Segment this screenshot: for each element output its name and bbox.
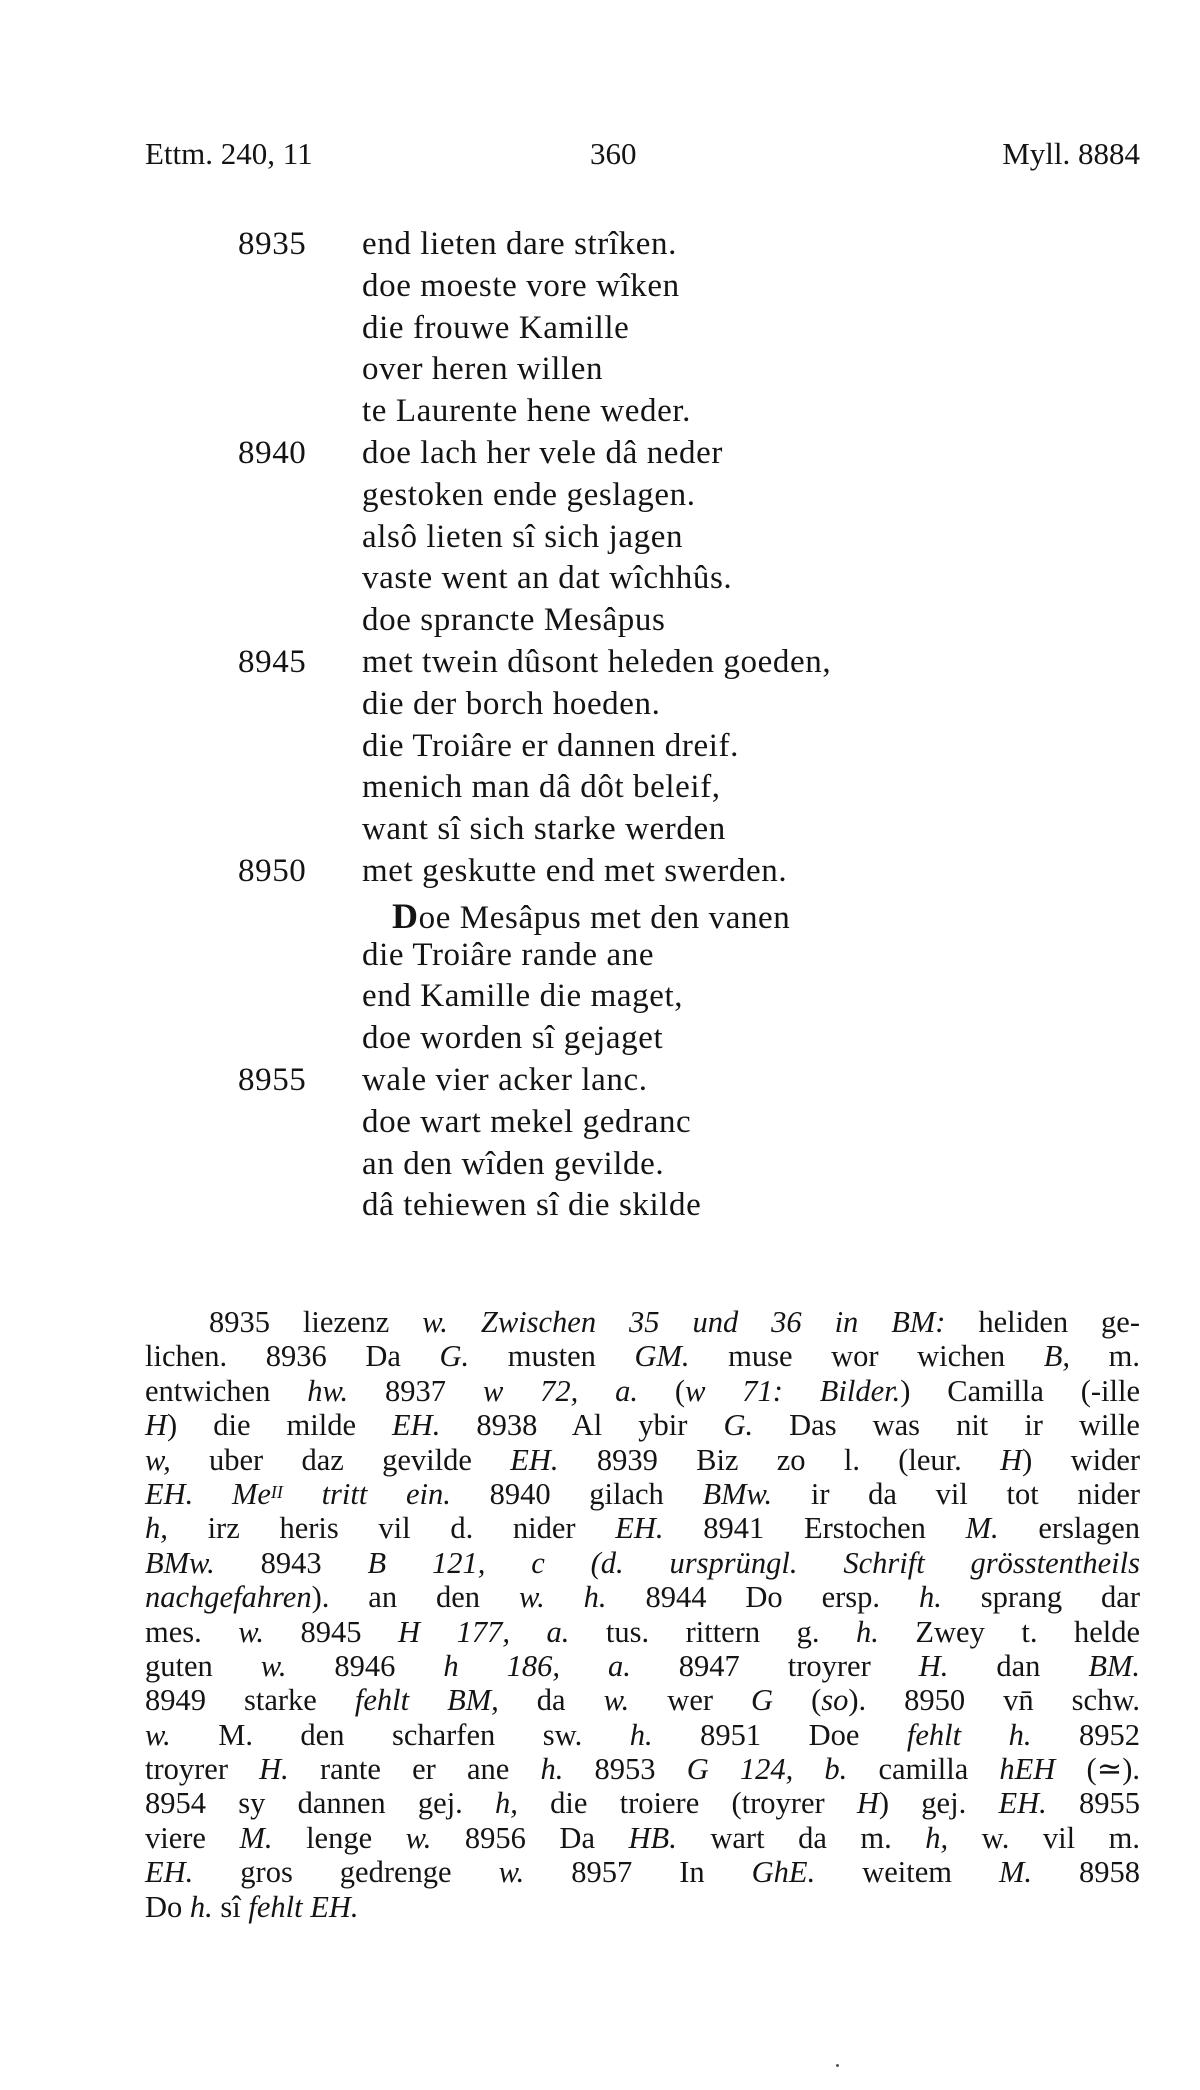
apparatus-siglum: fehlt BM, — [354, 1683, 499, 1718]
apparatus-text: ir da vil tot nider — [772, 1476, 1141, 1511]
verse-line-text: gestoken ende geslagen. — [362, 476, 696, 513]
verse-line — [0, 1187, 1200, 1229]
apparatus-text — [448, 1305, 481, 1339]
apparatus-text: ( — [638, 1373, 686, 1408]
verse-line-text: doe sprancte Mesâpus — [362, 602, 666, 639]
apparatus-siglum: GM. — [634, 1339, 690, 1374]
apparatus-text: gros gedrenge — [193, 1855, 499, 1890]
apparatus-text: 8944 Do ersp. — [606, 1580, 919, 1615]
apparatus-siglum: M. — [239, 1820, 273, 1855]
apparatus-text: 8940 gilach — [450, 1476, 703, 1511]
apparatus-text: weitem — [815, 1855, 999, 1890]
apparatus-text: mes. — [145, 1614, 239, 1649]
apparatus-text: guten — [145, 1648, 261, 1683]
apparatus-text: 8946 — [286, 1648, 444, 1683]
verse-line-text: doe wart mekel gedranc — [362, 1103, 692, 1140]
apparatus-line — [145, 1683, 1140, 1717]
apparatus-text: Das was nit ir wille — [753, 1408, 1140, 1443]
apparatus-siglum: H — [1000, 1442, 1023, 1477]
apparatus-text: 8945 — [264, 1614, 399, 1649]
apparatus-text: ( — [773, 1683, 822, 1718]
apparatus-text: (≃). — [1055, 1752, 1141, 1787]
apparatus-siglum: h, — [495, 1786, 518, 1821]
apparatus-line — [145, 1305, 1140, 1339]
apparatus-text: tus. rittern g. — [569, 1614, 857, 1649]
apparatus-text: Zwey t. helde — [878, 1614, 1141, 1649]
apparatus-text: m. — [1070, 1339, 1140, 1374]
running-header — [145, 136, 1140, 186]
apparatus-text: lichen. 8936 Da — [145, 1339, 440, 1374]
apparatus-siglum: H. — [918, 1648, 949, 1683]
apparatus-siglum: H. — [259, 1752, 289, 1787]
apparatus-siglum: H — [856, 1786, 879, 1821]
apparatus-siglum: EH. — [998, 1786, 1047, 1821]
apparatus-line — [145, 1408, 1140, 1442]
apparatus-line — [145, 1615, 1140, 1649]
apparatus-siglum: BMw. — [145, 1545, 215, 1580]
verse-line — [0, 519, 1200, 561]
apparatus-text: 8938 Al ybir — [440, 1408, 724, 1443]
print-mark — [836, 2064, 839, 2067]
apparatus-siglum: w. — [405, 1820, 432, 1855]
apparatus-siglum: G. — [723, 1408, 754, 1443]
apparatus-siglum: w, — [145, 1442, 171, 1477]
apparatus-siglum: G — [751, 1683, 774, 1718]
verse-line-text: te Laurente hene weder. — [362, 393, 691, 430]
apparatus-text: ). 8950 vn̄ schw. — [848, 1683, 1140, 1718]
verse-line-text: want sî sich starke werden — [362, 811, 726, 848]
apparatus-text: ) die milde — [167, 1408, 393, 1443]
apparatus-siglum: h. — [918, 1580, 942, 1615]
apparatus-text: sî — [212, 1889, 249, 1924]
apparatus-text: da — [498, 1683, 604, 1718]
apparatus-line — [145, 1890, 1140, 1924]
verse-line — [0, 310, 1200, 352]
apparatus-text: 8955 — [1046, 1786, 1140, 1821]
apparatus-text: uber daz gevilde — [170, 1442, 511, 1477]
apparatus-text: viere — [145, 1820, 240, 1855]
apparatus-siglum: BMw. — [702, 1476, 773, 1511]
apparatus-line — [145, 1821, 1140, 1855]
verse-line-text: an den wîden gevilde. — [362, 1145, 665, 1182]
apparatus-siglum: BM. — [1088, 1648, 1141, 1683]
apparatus-siglum: w. — [603, 1683, 630, 1718]
verse-line — [0, 477, 1200, 519]
apparatus-text: entwichen — [145, 1373, 308, 1408]
verse-line-text: menich man dâ dôt beleif, — [362, 769, 721, 806]
apparatus-text: 8956 Da — [431, 1820, 629, 1855]
apparatus-text: 8954 sy dannen gej. — [145, 1786, 496, 1821]
apparatus-siglum: h 186, a. — [443, 1648, 631, 1683]
verse-line-text: met geskutte end met swerden. — [362, 852, 788, 889]
verse-line — [0, 268, 1200, 310]
apparatus-text: sprang dar — [941, 1580, 1140, 1615]
apparatus-text: ). an den — [311, 1580, 519, 1615]
apparatus-text: Do — [145, 1889, 190, 1924]
apparatus-text: 8951 Doe — [652, 1717, 907, 1752]
apparatus-siglum: G 124, b. — [686, 1752, 848, 1787]
apparatus-siglum: H 177, a. — [398, 1614, 570, 1649]
apparatus-siglum: nachgefahren — [145, 1580, 312, 1615]
apparatus-text: irz heris vil d. nider — [167, 1511, 616, 1546]
apparatus-text: ) wider — [1022, 1442, 1141, 1477]
verse-line — [0, 226, 1200, 268]
line-number: 8940 — [238, 434, 307, 471]
apparatus-line — [145, 1339, 1140, 1373]
apparatus-siglum: EH. Me — [145, 1476, 271, 1511]
verse-line-text — [392, 895, 790, 937]
apparatus-siglum: GhE. — [751, 1855, 816, 1890]
apparatus-siglum: w. — [498, 1855, 525, 1890]
apparatus-siglum: HB. — [628, 1820, 677, 1855]
verse-line — [0, 1062, 1200, 1104]
apparatus-siglum: EH. — [392, 1408, 441, 1443]
apparatus-text: die troiere (troyrer — [517, 1786, 857, 1821]
apparatus-line — [145, 1477, 1140, 1511]
apparatus-text: troyrer — [145, 1752, 260, 1787]
verse-line — [0, 853, 1200, 895]
apparatus-line — [145, 1649, 1140, 1683]
apparatus-siglum: hEH — [999, 1752, 1056, 1787]
apparatus-text: wer — [629, 1683, 752, 1718]
apparatus-text: 8953 — [563, 1752, 687, 1787]
apparatus-siglum: w 71: Bilder. — [685, 1373, 901, 1408]
verse-line-text: doe worden sî gejaget — [362, 1020, 664, 1057]
apparatus-text: lenge — [272, 1820, 406, 1855]
apparatus-siglum: EH. — [510, 1442, 559, 1477]
apparatus-text: dan — [948, 1648, 1089, 1683]
verse-line-text: doe moeste vore wîken — [362, 267, 680, 304]
verse-line — [0, 1020, 1200, 1062]
apparatus-siglum: EH. — [615, 1511, 664, 1546]
apparatus-siglum: h. — [189, 1889, 213, 1924]
apparatus-siglum: B 121, c (d. ursprüngl. Schrift grösstentheils — [367, 1545, 1140, 1580]
verse-line-text: doe lach her vele dâ neder — [362, 434, 723, 471]
apparatus-text: 8958 — [1032, 1855, 1140, 1890]
line-number: 8945 — [238, 643, 307, 680]
apparatus-text: 8957 In — [524, 1855, 752, 1890]
apparatus-line — [145, 1718, 1140, 1752]
apparatus-siglum: B, — [1043, 1339, 1071, 1374]
apparatus-text: muse wor wichen — [689, 1339, 1044, 1374]
line-number: 8935 — [238, 226, 307, 262]
apparatus-text: 8949 starke — [145, 1683, 355, 1718]
apparatus-siglum: fehlt h. — [906, 1717, 1032, 1752]
apparatus-text: M. den scharfen sw. — [170, 1717, 630, 1752]
verse-line-text: dâ tehiewen sî die skilde — [362, 1187, 702, 1224]
apparatus-text: 8952 — [1031, 1717, 1140, 1752]
verse-line — [0, 769, 1200, 811]
apparatus-line — [145, 1855, 1140, 1889]
header-right-reference: Myll. 8884 — [1002, 136, 1140, 171]
apparatus-text: erslagen — [998, 1511, 1140, 1546]
verse-line-text: alsô lieten sî sich jagen — [362, 518, 684, 555]
apparatus-line — [145, 1443, 1140, 1477]
verse-line — [0, 811, 1200, 853]
apparatus-text: heliden ge- — [945, 1305, 1140, 1339]
apparatus-text: wart da m. — [676, 1820, 926, 1855]
verse-line — [0, 644, 1200, 686]
apparatus-siglum: EH. — [145, 1855, 194, 1890]
verse-line-text: end lieten dare strîken. — [362, 226, 677, 262]
verse-line-text: die der borch hoeden. — [362, 685, 661, 722]
line-number: 8955 — [238, 1061, 307, 1098]
apparatus-siglum: h. — [629, 1717, 653, 1752]
verse-line — [0, 435, 1200, 477]
apparatus-text: 8937 — [348, 1373, 483, 1408]
apparatus-siglum: w. — [145, 1717, 171, 1752]
apparatus-siglum: w. — [238, 1614, 264, 1649]
verse-line — [0, 937, 1200, 979]
verse-line-text: die Troiâre rande ane — [362, 936, 655, 973]
apparatus-text: ) gej. — [878, 1786, 999, 1821]
apparatus-text: musten — [469, 1339, 635, 1374]
apparatus-line — [145, 1511, 1140, 1545]
apparatus-siglum: h. — [540, 1752, 564, 1787]
critical-apparatus — [145, 1305, 1140, 1924]
apparatus-siglum: w 72, a. — [482, 1373, 639, 1408]
apparatus-line — [145, 1580, 1140, 1614]
apparatus-text: rante er ane — [288, 1752, 541, 1787]
verse-line-text: vaste went an dat wîchhûs. — [362, 560, 733, 597]
apparatus-siglum: G. — [439, 1339, 470, 1374]
page-number: 360 — [590, 136, 637, 171]
apparatus-siglum: h. — [856, 1614, 879, 1649]
verse-line — [0, 393, 1200, 435]
verse-line-text: die frouwe Kamille — [362, 309, 630, 346]
verse-line — [0, 686, 1200, 728]
apparatus-siglum: M. — [965, 1511, 999, 1546]
apparatus-text: ) Camilla (-ille — [900, 1373, 1141, 1408]
apparatus-line — [145, 1546, 1140, 1580]
apparatus-line — [145, 1786, 1140, 1820]
apparatus-siglum: tritt ein. — [282, 1476, 451, 1511]
apparatus-siglum: H — [145, 1408, 168, 1443]
apparatus-text: camilla — [847, 1752, 1000, 1787]
apparatus-siglum: so — [821, 1683, 849, 1718]
verse-line — [0, 728, 1200, 770]
apparatus-siglum: h, — [145, 1511, 168, 1546]
apparatus-siglum: fehlt EH. — [248, 1889, 359, 1924]
verse-line — [0, 978, 1200, 1020]
verse-line — [0, 895, 1200, 937]
apparatus-text: 8947 troyrer — [630, 1648, 919, 1683]
verse-line — [0, 351, 1200, 393]
verse-text — [0, 226, 1200, 1229]
verse-line-rest: oe Mesâpus met den vanen — [418, 899, 791, 936]
apparatus-siglum: Zwischen 35 und 36 in BM: — [480, 1305, 946, 1339]
apparatus-siglum: h, — [925, 1820, 949, 1855]
apparatus-siglum: w. — [422, 1305, 448, 1339]
verse-line-text: wale vier acker lanc. — [362, 1061, 648, 1098]
verse-line — [0, 1146, 1200, 1188]
apparatus-siglum: M. — [998, 1855, 1032, 1890]
apparatus-text: 8941 Erstochen — [663, 1511, 966, 1546]
apparatus-text: 8935 liezenz — [209, 1305, 423, 1339]
apparatus-text: w. vil m. — [948, 1820, 1140, 1855]
verse-line — [0, 602, 1200, 644]
apparatus-line — [145, 1374, 1140, 1408]
apparatus-siglum: hw. — [307, 1373, 349, 1408]
verse-line-text: met twein dûsont heleden goeden, — [362, 643, 832, 680]
verse-line-text: end Kamille die maget, — [362, 978, 684, 1015]
apparatus-siglum: II — [270, 1481, 283, 1502]
apparatus-siglum: w. — [260, 1648, 287, 1683]
apparatus-text: 8939 Biz zo l. (leur. — [558, 1442, 1001, 1477]
verse-line — [0, 1104, 1200, 1146]
apparatus-line — [145, 1752, 1140, 1786]
verse-line — [0, 560, 1200, 602]
apparatus-text: 8943 — [214, 1545, 368, 1580]
line-number: 8950 — [238, 852, 307, 889]
initial-letter: D — [392, 895, 419, 936]
header-left-reference: Ettm. 240, 11 — [145, 136, 313, 171]
apparatus-siglum: w. h. — [519, 1580, 607, 1615]
verse-line-text: over heren willen — [362, 351, 604, 388]
verse-line-text: die Troiâre er dannen dreif. — [362, 727, 739, 764]
